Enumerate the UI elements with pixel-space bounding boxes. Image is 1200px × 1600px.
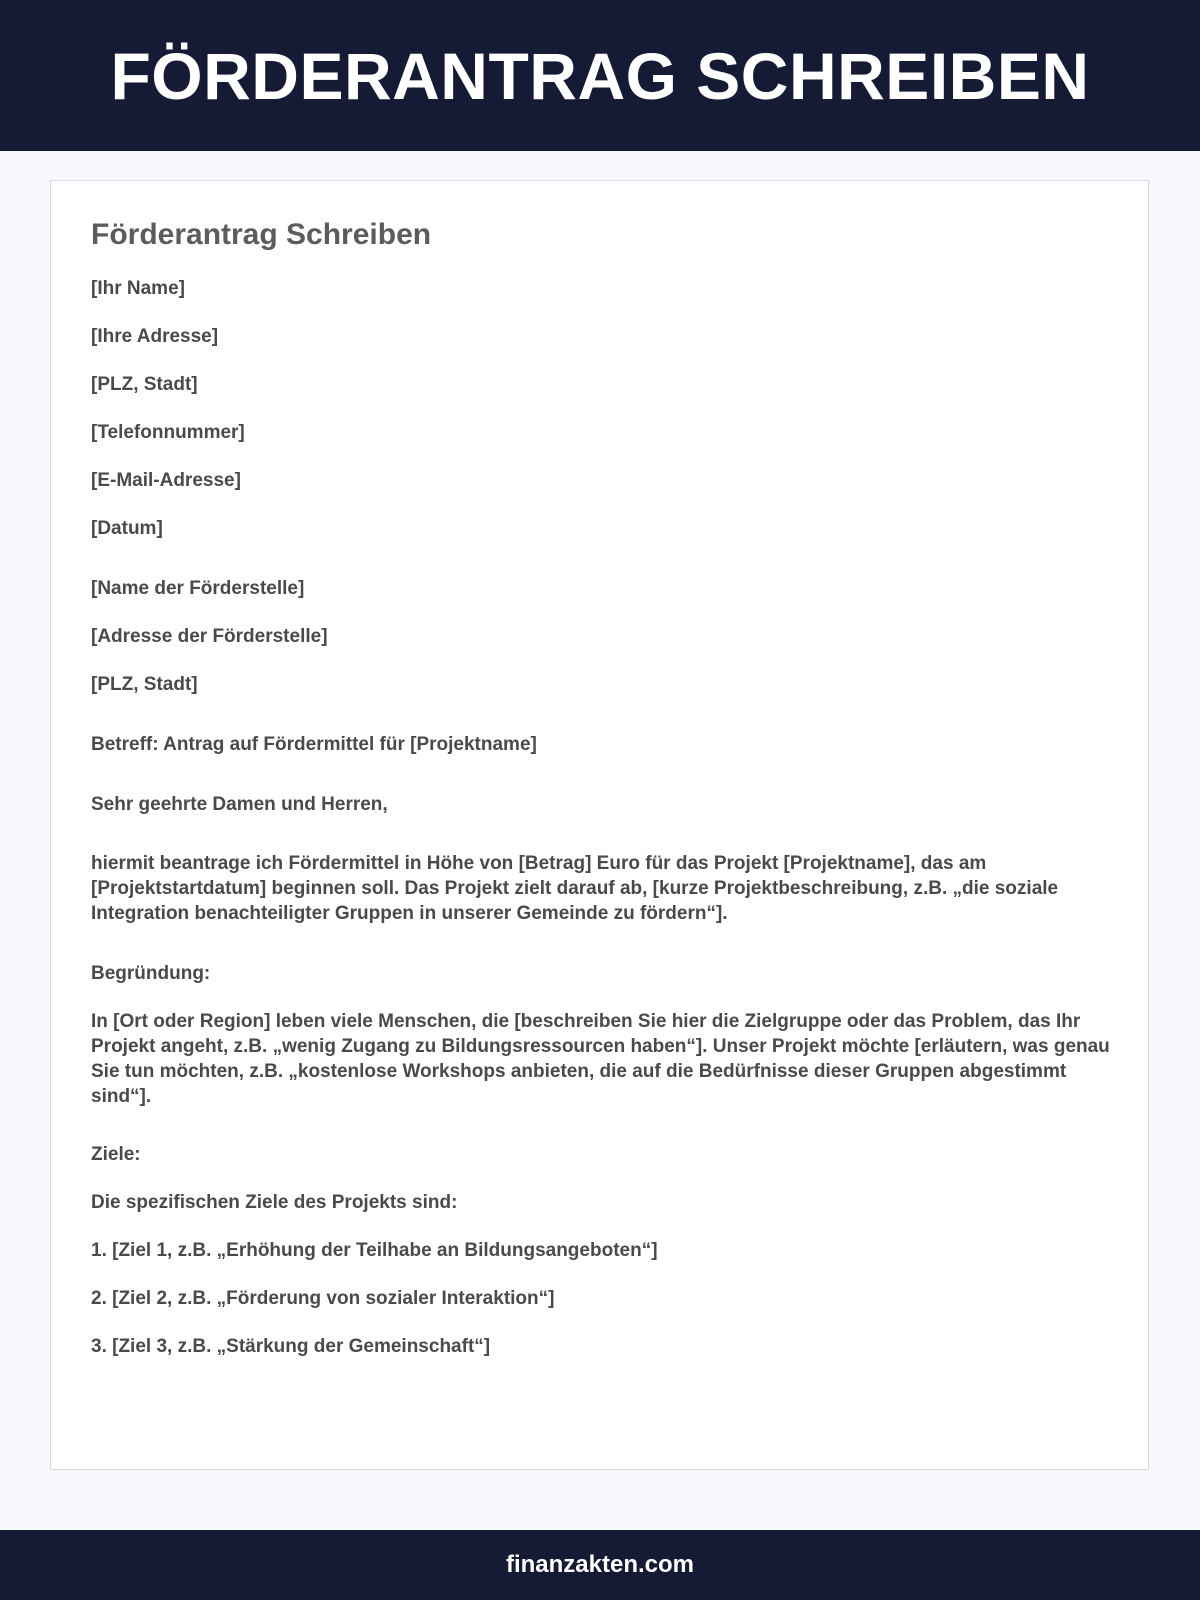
recipient-name: [Name der Förderstelle] xyxy=(91,578,305,599)
recipient-city: [PLZ, Stadt] xyxy=(91,674,198,695)
goal-item-3: 3. [Ziel 3, z.B. „Stärkung der Gemeinschaft“] xyxy=(91,1336,491,1357)
sender-phone: [Telefonnummer] xyxy=(91,422,245,443)
letter-date: [Datum] xyxy=(91,518,163,539)
sender-city: [PLZ, Stadt] xyxy=(91,374,198,395)
goals-intro: Die spezifischen Ziele des Projekts sind: xyxy=(91,1192,458,1213)
page-footer xyxy=(0,1530,1200,1600)
intro-paragraph: hiermit beantrage ich Fördermittel in Höhe von [Betrag] Euro für das Projekt [Projektname], das am [Projektstartdatum] beginnen soll. Das Projekt zielt darauf ab, [kurze Projektbeschreibung, z.B. „die soziale Integration benachteiligter Gruppen in unserer Gemeinde zu fördern“]. xyxy=(91,853,1059,924)
sender-address: [Ihre Adresse] xyxy=(91,326,219,347)
goals-heading: Ziele: xyxy=(91,1144,141,1165)
reason-paragraph: In [Ort oder Region] leben viele Menschen, die [beschreiben Sie hier die Zielgruppe oder das Problem, das Ihr Projekt angeht, z.B. „wenig Zugang zu Bildungsressourcen haben“]. Unser Projekt möchte [erläutern, was genau Sie tun möchten, z.B. „kostenlose Workshops anbieten, die auf die Bedürfnisse dieser Gruppen abgestimmt sind“]. xyxy=(91,1011,1110,1107)
recipient-address: [Adresse der Förderstelle] xyxy=(91,626,328,647)
letter-subject: Betreff: Antrag auf Fördermittel für [Projektname] xyxy=(91,734,537,755)
letter-salutation: Sehr geehrte Damen und Herren, xyxy=(91,794,388,815)
footer-site-link[interactable]: finanzakten.com xyxy=(505,1551,695,1578)
page-title: FÖRDERANTRAG SCHREIBEN xyxy=(110,38,1090,113)
goal-item-1: 1. [Ziel 1, z.B. „Erhöhung der Teilhabe an Bildungsangeboten“] xyxy=(91,1240,658,1261)
goal-item-2: 2. [Ziel 2, z.B. „Förderung von sozialer Interaktion“] xyxy=(91,1288,555,1309)
sender-email: [E-Mail-Adresse] xyxy=(91,470,241,491)
sender-name: [Ihr Name] xyxy=(91,278,185,299)
page-header xyxy=(0,0,1200,151)
letter-document xyxy=(50,180,1149,1470)
document-title: Förderantrag Schreiben xyxy=(91,218,432,251)
reason-heading: Begründung: xyxy=(91,963,211,984)
